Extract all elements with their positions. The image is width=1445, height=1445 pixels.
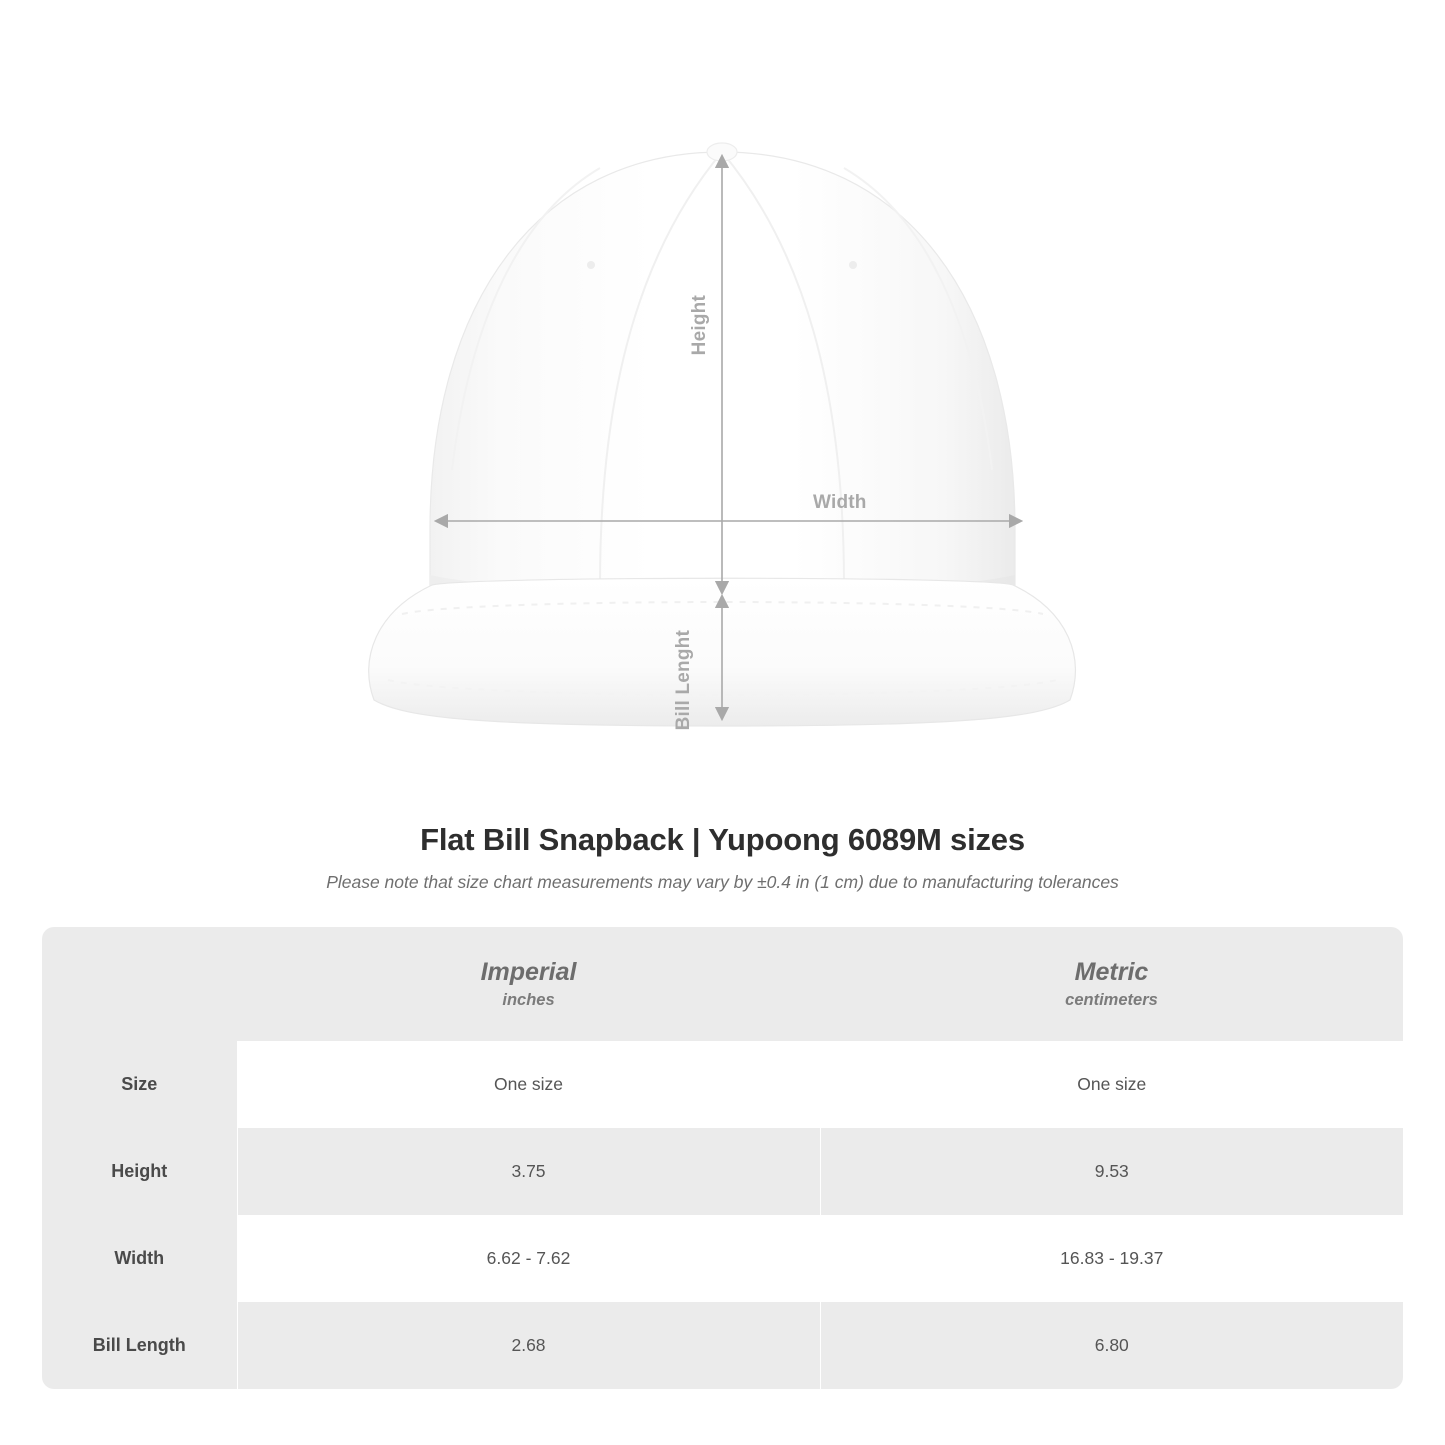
page-title: Flat Bill Snapback | Yupoong 6089M sizes: [420, 822, 1025, 857]
width-label: Width: [813, 492, 867, 513]
header-imperial: [237, 927, 820, 1041]
table-header-row: [42, 927, 1403, 1041]
size-chart-table-wrap: [42, 927, 1403, 1389]
cell-width-imperial: 6.62 - 7.62: [237, 1215, 820, 1302]
table-row: [42, 1215, 1403, 1302]
cell-height-imperial: 3.75: [237, 1128, 820, 1215]
eyelet-left: [587, 261, 595, 269]
tolerance-note: Please note that size chart measurements may vary by ±0.4 in (1 cm) due to manufacturing tolerances: [326, 872, 1119, 892]
cell-size-imperial: One size: [237, 1041, 820, 1128]
row-label-size: Size: [42, 1041, 237, 1128]
imperial-unit: inches: [502, 990, 555, 1009]
cell-size-metric: One size: [820, 1041, 1403, 1128]
header-metric: [820, 927, 1403, 1041]
table-row: [42, 1128, 1403, 1215]
cell-bill-length-metric: 6.80: [820, 1302, 1403, 1389]
size-chart-table: [42, 927, 1403, 1389]
cell-width-metric: 16.83 - 19.37: [820, 1215, 1403, 1302]
height-label: Height: [689, 295, 710, 356]
table-row: [42, 1302, 1403, 1389]
row-label-width: Width: [42, 1215, 237, 1302]
bill-length-label-line2: Lenght: [673, 630, 694, 695]
cell-bill-length-imperial: 2.68: [237, 1302, 820, 1389]
cell-height-metric: 9.53: [820, 1128, 1403, 1215]
bill-length-label-line1: Bill: [673, 700, 694, 731]
row-label-height: Height: [42, 1128, 237, 1215]
header-blank-cell: [42, 927, 237, 1041]
table-row: [42, 1041, 1403, 1128]
row-label-bill-length: Bill Length: [42, 1302, 237, 1389]
metric-unit: centimeters: [1065, 990, 1158, 1009]
title-block: [0, 822, 1445, 893]
metric-name: Metric: [1074, 958, 1149, 987]
eyelet-right: [849, 261, 857, 269]
imperial-name: Imperial: [480, 958, 577, 987]
bill-length-label: [674, 630, 694, 730]
